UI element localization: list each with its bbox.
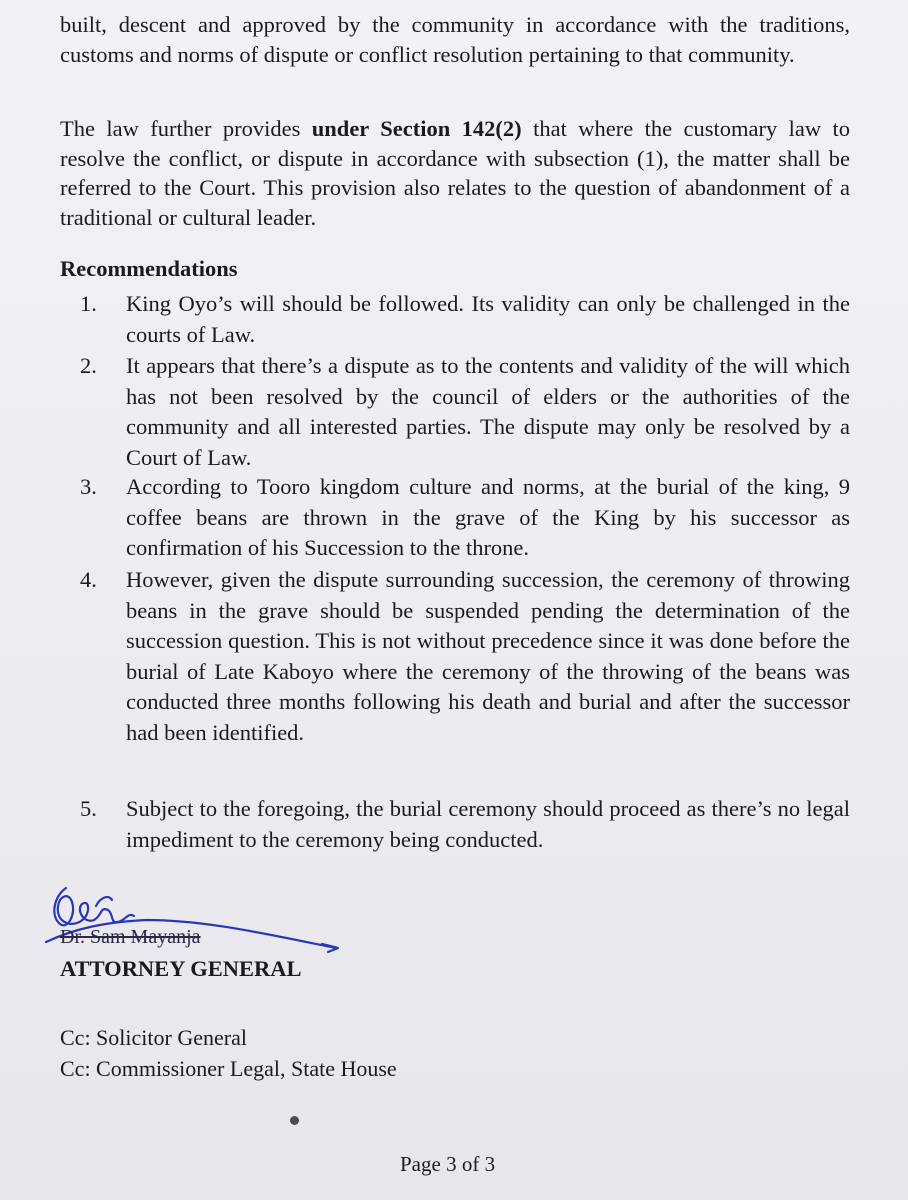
item-text: Subject to the foregoing, the burial ceremony should proceed as there’s no legal impediment to the ceremony being conducted. [126,796,850,852]
recommendation-item [80,351,850,473]
item-number: 4. [80,567,97,592]
recommendation-item [80,565,850,748]
page-number: Page 3 of 3 [400,1152,496,1176]
recommendation-item [80,472,850,564]
cc-line: Cc: Solicitor General [60,1025,247,1050]
recommendation-item [80,289,850,350]
signatory-name: Dr. Sam Mayanja [60,926,201,948]
paragraph-2 [60,114,850,232]
punch-dot [290,1116,299,1125]
item-number: 2. [80,353,97,378]
paragraph-2-rest: that where the customary law to resolve the conflict, or dispute in accordance with subsection (1), the matter shall be referred to the Court. This provision also relates to the question of abandonment of a traditional or cultural leader. [60,116,851,230]
recommendation-item [80,794,850,855]
signatory-title: ATTORNEY GENERAL [60,956,302,981]
item-text: According to Tooro kingdom culture and norms, at the burial of the king, 9 coffee beans are thrown in the grave of the King by his successor as confirmation of his Succession to the throne. [126,474,850,560]
item-number: 5. [80,796,97,821]
item-text: King Oyo’s will should be followed. Its validity can only be challenged in the courts of Law. [126,291,850,347]
item-text: It appears that there’s a dispute as to the contents and validity of the will which has not been resolved by the council of elders or the authorities of the community and all interested parties. The dispute may only be resolved by a Court of Law. [126,353,850,470]
item-number: 3. [80,474,97,499]
handwritten-signature [36,876,356,966]
section-reference: under Section 142(2) [311,116,522,141]
item-number: 1. [80,291,97,316]
item-text: However, given the dispute surrounding succession, the ceremony of throwing beans in the grave should be suspended pending the determination of the succession question. This is not without precedence since it was done before the burial of Late Kaboyo where the ceremony of the throwing of the beans was conducted three months following his death and burial and after the successor had been identified. [126,567,850,745]
recommendations-heading: Recommendations [60,256,238,281]
paragraph-1: built, descent and approved by the community in accordance with the traditions, customs and norms of dispute or conflict resolution pertaining to that community. [60,12,850,67]
cc-line: Cc: Commissioner Legal, State House [60,1056,397,1081]
paragraph-2-lead: The law further provides [60,116,312,141]
